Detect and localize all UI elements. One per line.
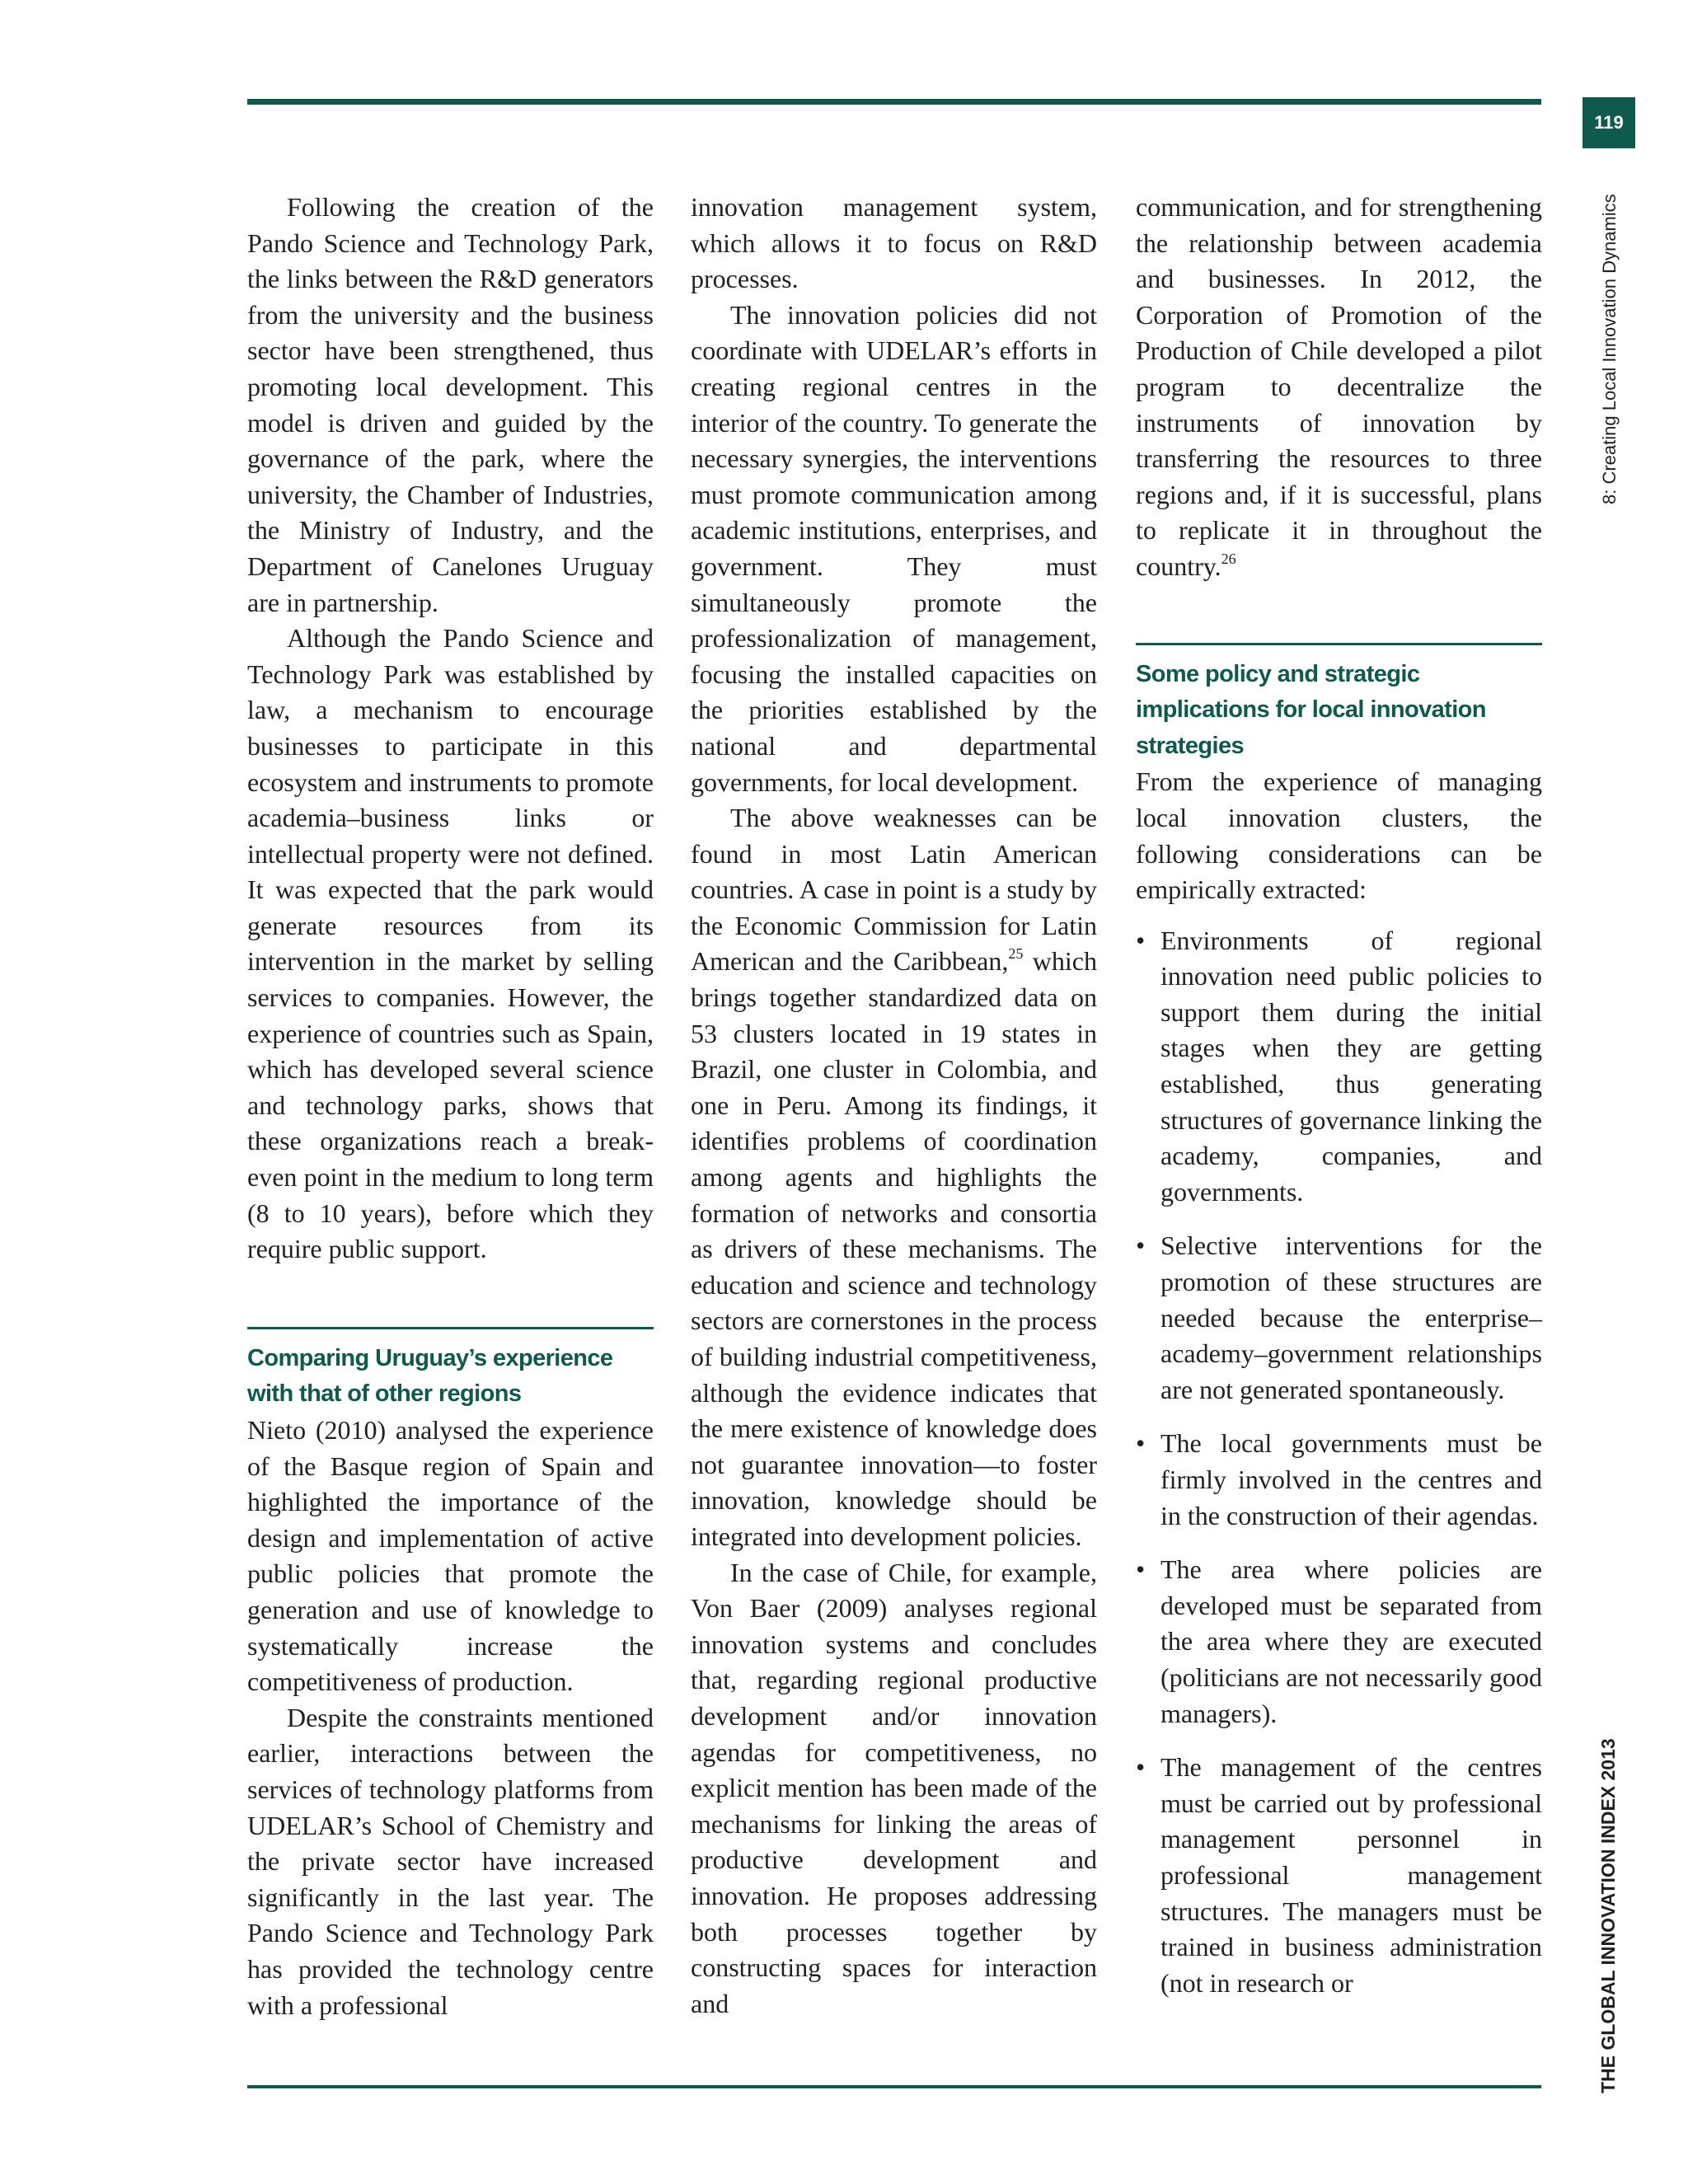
- bullet-list: [1136, 923, 1542, 2002]
- section-heading: Some policy and strategic implications for local innovation strategies: [1136, 660, 1486, 759]
- bullet-item: [1136, 1426, 1542, 1534]
- paragraph: In the case of Chile, for example, Von Baer (2009) analyses regional innovation systems and concludes that, regarding regional productive development and/or innovation agendas for competitiveness, no explicit mention has been made of the mechanisms for linking the areas of productive development and innovation. He proposes addressing both processes together by constructing spaces for interaction and: [691, 1557, 1097, 2018]
- paragraph-text: The above weaknesses can be found in most Latin American countries. A case in point is a study by the Economic Commission for Latin American and the Caribbean,: [691, 803, 1097, 977]
- top-rule: [247, 99, 1541, 105]
- bullet-text: Selective interventions for the promotion of these structures are needed because the enterprise–academy–government relationships are not generated spontaneously.: [1160, 1230, 1542, 1404]
- chapter-label: 8: Creating Local Innovation Dynamics: [1599, 194, 1620, 504]
- paragraph-text: which brings together standardized data on 53 clusters located in 19 states in Brazil, one cluster in Colombia, and one in Peru. Among its findings, it identifies problems of coordination among agents and highlights the formation of networks and consortia as drivers of these mechanisms. The education and science and technology sectors are cornerstones in the process of building industrial competitiveness, although the evidence indicates that the mere existence of knowledge does not guarantee innovation—to foster innovation, knowledge should be integrated into development policies.: [691, 946, 1098, 1551]
- section-rule: [247, 1327, 654, 1329]
- column-2: [691, 190, 1097, 2022]
- page-number: 119: [1582, 97, 1635, 148]
- bullet-icon: •: [1136, 1230, 1146, 1261]
- bullet-text: The management of the centres must be carried out by professional management personnel in professional management structures. The managers must be trained in business administration (not in research or: [1160, 1752, 1542, 1998]
- paragraph: The innovation policies did not coordinate with UDELAR’s efforts in creating regional centres in the interior of the country. To generate the necessary synergies, the interventions must promote communication among academic institutions, enterprises, and government. They must simultaneously promote the professionalization of management, focusing the installed capacities on the priorities established by the national and departmental governments, for local development.: [691, 299, 1097, 797]
- paragraph: From the experience of managing local innovation clusters, the following considerations can be empirically extracted:: [1136, 766, 1542, 905]
- section-heading: Comparing Uruguay’s experience with that of other regions: [247, 1344, 613, 1408]
- bullet-icon: •: [1136, 1428, 1146, 1459]
- paragraph: innovation management system, which allows it to focus on R&D processes.: [691, 192, 1097, 294]
- paragraph: Nieto (2010) analysed the experience of the Basque region of Spain and highlighted the importance of the design and implementation of active public policies that promote the generation and use of knowledge to systematically increase the competitiveness of production.: [247, 1415, 654, 1697]
- paragraph: Despite the constraints mentioned earlier, interactions between the services of technology platforms from UDELAR’s School of Chemistry and the private sector have increased significantly in the last year. The Pando Science and Technology Park has provided the technology centre with a professional: [247, 1702, 654, 2020]
- bullet-item: [1136, 1228, 1542, 1408]
- bullet-item: [1136, 1750, 1542, 2001]
- paragraph: Although the Pando Science and Technology Park was established by law, a mechanism to encourage businesses to participate in this ecosystem and instruments to promote academia–business links or intellectual property were not defined. It was expected that the park would generate resources from its intervention in the market by selling services to companies. However, the experience of countries such as Spain, which has developed several science and technology parks, shows that these organizations reach a break-even point in the medium to long term (8 to 10 years), before which they require public support.: [247, 623, 654, 1264]
- footnote-ref: 25: [1008, 945, 1024, 963]
- paragraph: Following the creation of the Pando Science and Technology Park, the links between the R&D generators from the university and the business sector have been strengthened, thus promoting local development. This model is driven and guided by the governance of the park, where the university, the Chamber of Industries, the Ministry of Industry, and the Department of Canelones Uruguay are in partnership.: [247, 192, 654, 617]
- paragraph: [691, 800, 1097, 1554]
- bullet-item: [1136, 923, 1542, 1211]
- bullet-text: Environments of regional innovation need public policies to support them during the initial stages when they are getting established, thus generating structures of governance linking the academy, companies, and governments.: [1160, 925, 1542, 1207]
- bottom-rule: [247, 2085, 1541, 2088]
- bullet-icon: •: [1136, 1554, 1146, 1585]
- bullet-icon: •: [1136, 925, 1146, 955]
- bullet-item: [1136, 1552, 1542, 1732]
- section-rule: [1136, 643, 1542, 645]
- footnote-ref: 26: [1221, 550, 1236, 567]
- bullet-text: The area where policies are developed must be separated from the area where they are executed (politicians are not necessarily good managers).: [1160, 1554, 1542, 1728]
- column-1: [247, 190, 654, 2023]
- column-3: [1136, 190, 1542, 2019]
- bullet-icon: •: [1136, 1752, 1146, 1783]
- paragraph: [1136, 190, 1542, 585]
- paragraph-text: communication, and for strengthening the relationship between academia and businesses. In 2012, the Corporation of Promotion of the Production of Chile developed a pilot program to decentralize the instruments of innovation by transferring the resources to three regions and, if it is successful, plans to replicate it in throughout the country.: [1136, 192, 1542, 581]
- bullet-text: The local governments must be firmly involved in the centres and in the construction of their agendas.: [1160, 1428, 1542, 1530]
- publication-title: THE GLOBAL INNOVATION INDEX 2013: [1597, 1738, 1619, 2093]
